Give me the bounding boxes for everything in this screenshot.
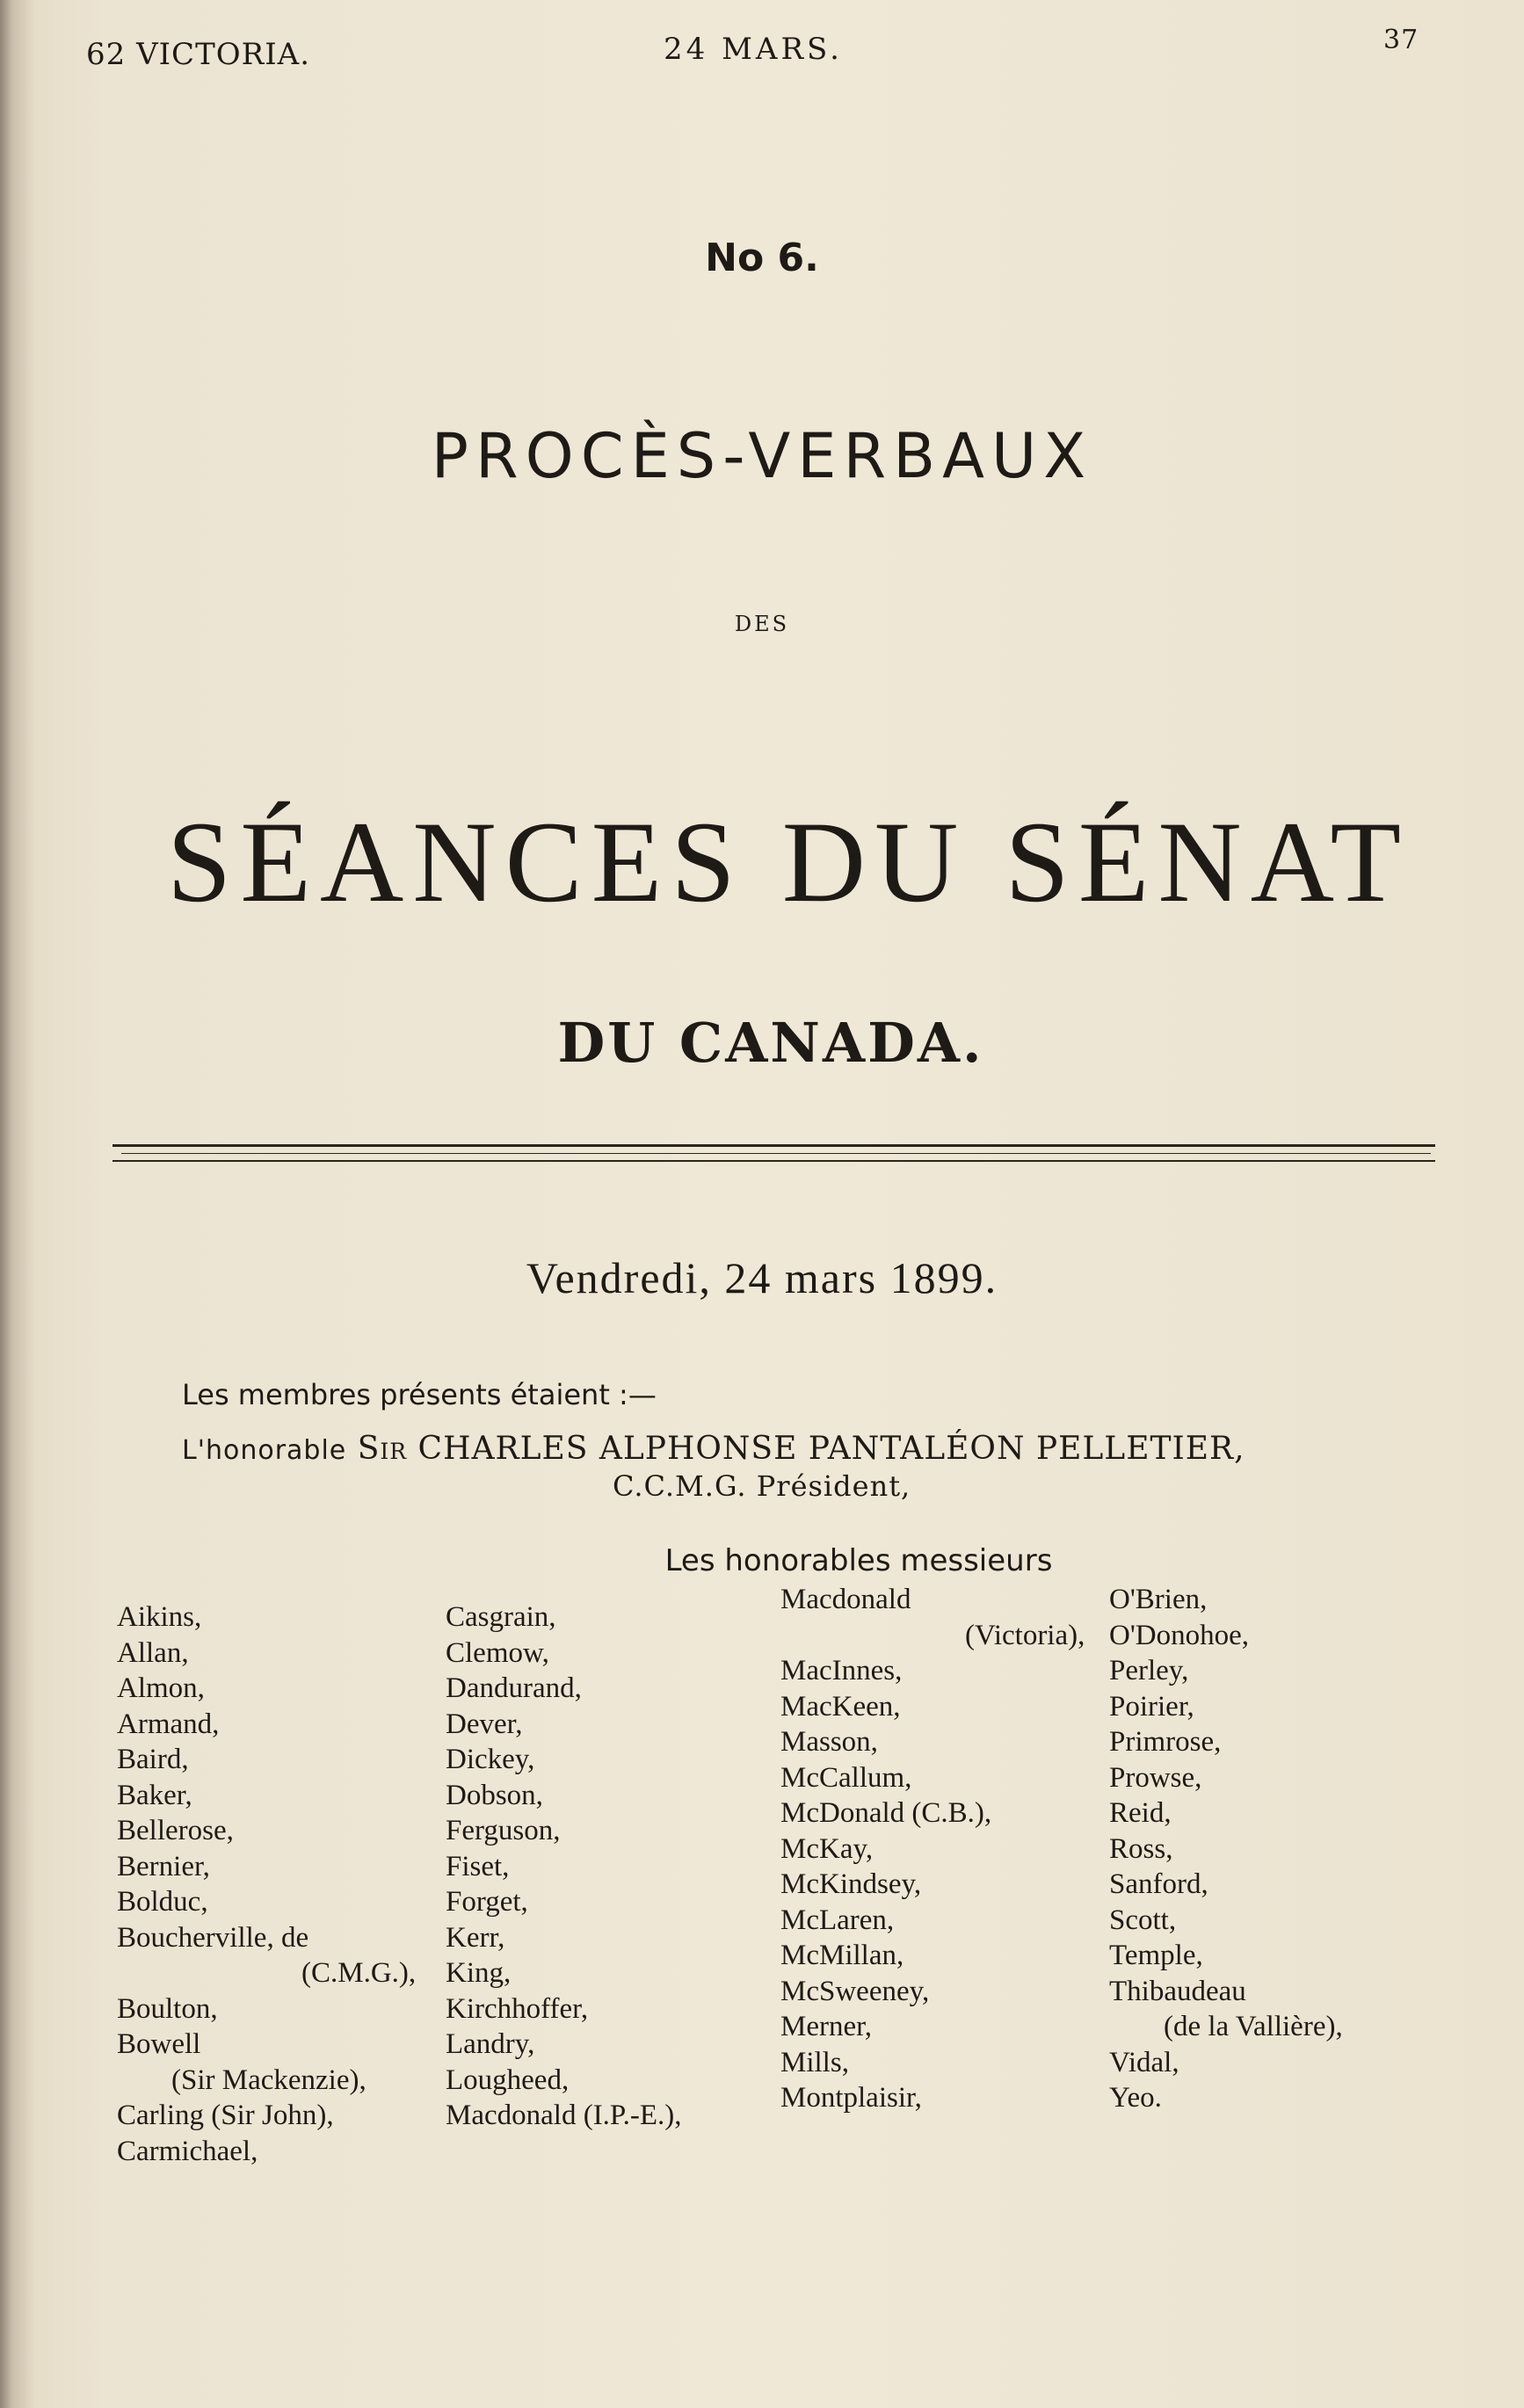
member-name: Kerr, — [446, 1921, 505, 1954]
title-des: DES — [734, 612, 790, 636]
member-name: Casgrain, — [446, 1601, 556, 1633]
member-name: Landry, — [446, 2028, 535, 2060]
header-date: 24 MARS. — [664, 32, 843, 67]
member-name: McSweeney, — [780, 1975, 930, 2007]
member-name: Fiset, — [446, 1850, 510, 1882]
member-name: Macdonald (I.P.-E.), — [446, 2100, 682, 2131]
speaker-prefix: L'honorable — [182, 1435, 347, 1466]
member-name: Merner, — [780, 2011, 873, 2042]
member-name: McKindsey, — [780, 1868, 922, 1900]
member-name: Masson, — [780, 1726, 878, 1758]
member-name: McKay, — [780, 1832, 874, 1865]
member-name: Ross, — [1109, 1832, 1173, 1865]
member-name: Reid, — [1109, 1797, 1172, 1829]
member-name: Bolduc, — [117, 1886, 208, 1918]
member-name: Perley, — [1109, 1655, 1189, 1686]
member-name: Thibaudeau — [1109, 1975, 1246, 2007]
speaker-title: Sir — [357, 1431, 408, 1467]
honourable-members-heading: Les honorables messieurs — [664, 1543, 1053, 1578]
member-name-continuation: (de la Vallière), — [1164, 2011, 1343, 2042]
member-name: Scott, — [1109, 1904, 1177, 1936]
member-name: McLaren, — [780, 1904, 895, 1936]
header-session: 62 VICTORIA. — [86, 37, 311, 72]
member-name: McCallum, — [780, 1761, 912, 1794]
member-name: Boulton, — [117, 1992, 218, 2025]
sitting-date: Vendredi, 24 mars 1899. — [526, 1253, 998, 1302]
speaker-name: CHARLES ALPHONSE PANTALÉON PELLETIER, — [417, 1431, 1245, 1467]
member-name: Lougheed, — [446, 2063, 570, 2096]
title-proces-verbaux: PROCÈS-VERBAUX — [431, 420, 1093, 492]
member-name: Dandurand, — [446, 1672, 582, 1704]
member-name: Almon, — [117, 1672, 205, 1704]
member-name: McDonald (C.B.), — [780, 1797, 992, 1829]
speaker-line — [182, 1431, 1245, 1467]
member-name: Dever, — [446, 1708, 523, 1740]
divider-rule-top — [112, 1144, 1435, 1147]
member-name: Primrose, — [1109, 1726, 1222, 1758]
member-name: Kirchhoffer, — [446, 1992, 589, 2025]
divider-rule-bottom — [112, 1160, 1435, 1162]
members-column-3 — [780, 1582, 1085, 2116]
member-name: O'Donohoe, — [1109, 1619, 1250, 1651]
member-name-continuation: (C.M.G.), — [301, 1957, 417, 1989]
member-name: Forget, — [446, 1886, 528, 1918]
member-name: MacKeen, — [780, 1690, 901, 1723]
members-present-intro: Les membres présents étaient :— — [182, 1378, 657, 1411]
member-name: King, — [446, 1957, 512, 1989]
member-name-continuation: (Sir Mackenzie), — [171, 2063, 366, 2096]
member-name-continuation: (Victoria), — [965, 1619, 1085, 1651]
member-name: Prowse, — [1109, 1761, 1202, 1794]
speaker-honours: C.C.M.G. Président, — [613, 1469, 911, 1503]
member-name: Aikins, — [117, 1601, 202, 1633]
member-name: McMillan, — [780, 1940, 904, 1971]
divider-rule-middle — [121, 1153, 1431, 1154]
member-name: Boucherville, de — [117, 1921, 309, 1954]
member-name: Dobson, — [446, 1779, 543, 1811]
member-name: Macdonald — [780, 1584, 911, 1615]
member-name: Allan, — [117, 1636, 189, 1669]
member-name: Mills, — [780, 2046, 849, 2078]
member-name: Yeo. — [1109, 2082, 1162, 2114]
member-name: MacInnes, — [780, 1655, 903, 1686]
member-name: Ferguson, — [446, 1815, 561, 1846]
member-name: Carling (Sir John), — [117, 2100, 334, 2131]
title-seances-du-senat: SÉANCES DU SÉNAT — [166, 797, 1411, 926]
members-column-1 — [117, 1599, 416, 2169]
members-column-2 — [446, 1599, 682, 2134]
member-name: Poirier, — [1109, 1690, 1194, 1723]
member-name: Carmichael, — [117, 2135, 258, 2167]
member-name: O'Brien, — [1109, 1584, 1208, 1615]
member-name: Bellerose, — [117, 1815, 234, 1846]
member-name: Bowell — [117, 2028, 201, 2060]
member-name: Dickey, — [446, 1744, 535, 1775]
member-name: Baker, — [117, 1779, 192, 1811]
member-name: Montplaisir, — [780, 2082, 922, 2114]
member-name: Baird, — [117, 1744, 189, 1775]
member-name: Vidal, — [1109, 2046, 1179, 2078]
member-name: Clemow, — [446, 1636, 549, 1669]
members-column-4 — [1109, 1582, 1343, 2116]
title-du-canada: DU CANADA. — [557, 1011, 984, 1075]
member-name: Armand, — [117, 1708, 220, 1740]
member-name: Temple, — [1109, 1940, 1203, 1971]
member-name: Sanford, — [1109, 1868, 1208, 1900]
page-number: 37 — [1383, 25, 1419, 55]
journal-number: No 6. — [705, 236, 819, 280]
member-name: Bernier, — [117, 1850, 210, 1882]
